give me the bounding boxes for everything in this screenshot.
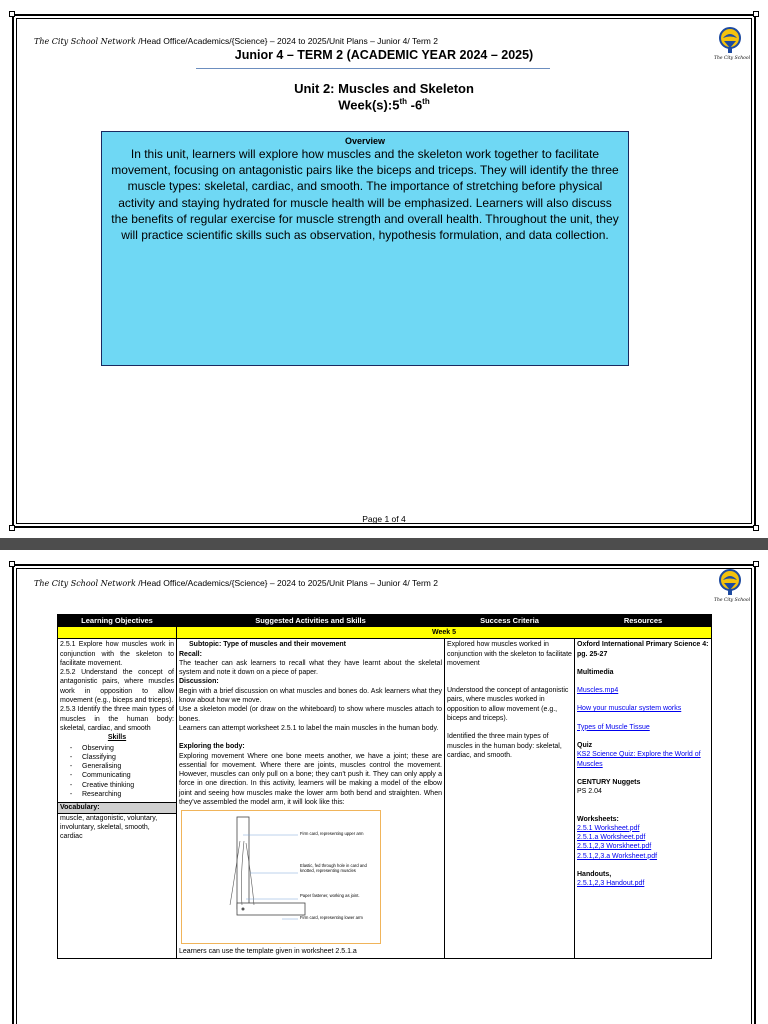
skills-heading: Skills [107, 734, 127, 742]
criteria-item: Identified the three main types of muscles in the human body: skeletal, cardiac, and smooth. [447, 733, 562, 759]
activities-cell [177, 639, 445, 958]
list-item: - Researching [69, 791, 122, 799]
list-item: - Communicating [69, 772, 131, 780]
objectives-cell [58, 639, 177, 958]
objective-item: 2.5.1 Explore how muscles work in conjunction with the skeleton to facilitate movement. [60, 641, 174, 667]
exploring-text: Exploring movement Where one bone meets another, we have a joint; these are essential for movement. Where there are joints, muscles control the movement. However, muscles can only pull on a bone; they can't push it. They can only apply a force in one direction. In this activity, learners will be making a model of the elbow joint and seeing how muscles make the lower arm both bend and straighten. When they've assembled the model arm, it will look like this: [179, 752, 442, 807]
discussion-text: Learners can attempt worksheet 2.5.1 to label the main muscles in the human body. [179, 724, 439, 732]
vocabulary-heading: Vocabulary: [58, 802, 176, 813]
page-header-path [34, 578, 438, 588]
column-header: Learning Objectives [58, 615, 177, 627]
worksheet-link[interactable]: 2.5.1 Worksheet.pdf [577, 824, 640, 832]
worksheet-link[interactable]: 2.5.1.a Worksheet.pdf [577, 834, 646, 842]
skills-list [60, 744, 174, 800]
unit-title: Unit 2: Muscles and Skeleton [294, 81, 474, 96]
overview-heading: Overview [344, 136, 386, 146]
diagram-label: Elastic, fed through hole in card and knotted, representing muscles [300, 863, 367, 874]
border-corner [9, 11, 15, 17]
multimedia-heading: Multimedia [577, 668, 614, 676]
century-heading: CENTURY Nuggets [577, 778, 641, 786]
border-corner [753, 561, 759, 567]
border-corner [9, 525, 15, 531]
column-header: Suggested Activities and Skills [177, 615, 445, 627]
list-item: - Creative thinking [69, 781, 135, 789]
quiz-link[interactable]: KS2 Science Quiz: Explore the World of Muscles [577, 751, 701, 768]
unit-plan-table [57, 614, 712, 959]
criteria-cell [445, 639, 575, 958]
resources-cell [575, 639, 712, 958]
week-label: Week 5 [177, 627, 712, 639]
table-row [58, 639, 712, 958]
document-page-2 [0, 550, 768, 1024]
quiz-heading: Quiz [577, 742, 593, 750]
school-name: The City School Network [34, 37, 136, 46]
table-header-row [58, 615, 712, 627]
diagram-label: Paper fastener, working as joint. [300, 893, 360, 899]
overview-box [101, 131, 629, 366]
worksheets-heading: Worksheets: [577, 815, 619, 823]
list-item: - Observing [69, 744, 114, 752]
header-path: /Head Office/Academics/{Science} – 2024 to 2025/Unit Plans – Junior 4/ Term 2 [135, 36, 438, 46]
worksheet-link[interactable]: 2.5.1,2,3 Worskheet.pdf [577, 843, 652, 851]
discussion-text: Begin with a brief discussion on what muscles and bones do. Ask learners what they know about how we move. [179, 687, 442, 705]
list-item: - Generalising [69, 763, 122, 771]
discussion-heading: Discussion: [179, 678, 219, 686]
diagram-label: Firm card, representing upper arm [300, 831, 364, 837]
criteria-item: Explored how muscles worked in conjunction with the skeleton to facilitate movement [447, 641, 572, 667]
list-item: - Classifying [69, 753, 116, 761]
school-logo [714, 568, 751, 603]
handouts-heading: Handouts, [577, 871, 612, 879]
logo-caption: The City School [714, 598, 751, 603]
logo-caption: The City School [714, 56, 751, 61]
multimedia-link[interactable]: Muscles.mp4 [577, 687, 619, 695]
handout-link[interactable]: 2.5.1,2,3 Handout.pdf [577, 880, 645, 888]
diagram-label: Firm card, representing lower arm [300, 915, 363, 921]
century-nugget: PS 2.04 [577, 788, 602, 796]
objective-item: 2.5.3 Identify the three main types of muscles in the human body: skeletal, cardiac, and smooth [60, 706, 174, 732]
discussion-text: Use a skeleton model (or draw on the whiteboard) to show where muscles attach to bones. [179, 706, 442, 723]
vocabulary-text: muscle, antagonistic, voluntary, involuntary, skeletal, smooth, cardiac [60, 814, 158, 841]
column-header: Success Criteria [445, 615, 575, 627]
page-number: Page 1 of 4 [362, 514, 406, 524]
border-corner [9, 561, 15, 567]
template-note: Learners can use the template given in worksheet 2.5.1.a [179, 948, 357, 956]
page-header-path [34, 36, 438, 46]
crest-icon [718, 568, 742, 598]
week-row [58, 627, 712, 639]
title-underline [196, 68, 550, 69]
border-corner [753, 11, 759, 17]
exploring-heading: Exploring the body: [179, 743, 245, 751]
header-path: /Head Office/Academics/{Science} – 2024 to 2025/Unit Plans – Junior 4/ Term 2 [135, 578, 438, 588]
page-title: Junior 4 – TERM 2 (ACADEMIC YEAR 2024 – 2025) [234, 48, 534, 62]
column-header: Resources [575, 615, 712, 627]
multimedia-link[interactable]: Types of Muscle Tissue [577, 723, 650, 731]
objective-item: 2.5.2 Understand the concept of antagonistic pairs, where muscles work in opposition to allow movement (e.g., biceps and triceps). [60, 669, 174, 705]
multimedia-link[interactable]: How your muscular system works [577, 705, 682, 713]
subtopic-title: Subtopic: Type of muscles and their movement [189, 641, 347, 649]
recall-text: The teacher can ask learners to recall what they have learnt about the skeletal system and note it down on a piece of paper. [179, 659, 442, 677]
border-corner [753, 525, 759, 531]
elbow-model-diagram [181, 810, 381, 944]
overview-text: In this unit, learners will explore how muscles and the skeleton work together to facilitate movement, focusing on antagonistic pairs like the biceps and triceps. They will identify the three muscle types: skeletal, cardiac, and smooth. The importance of stretching before physical activity and staying hydrated for muscle health will be emphasized. Learners will also discuss the benefits of regular exercise for muscle strength and overall health. Throughout the unit, they will practice scientific skills such as observation, hypothesis formulation, and data collection. [111, 147, 619, 243]
criteria-item: Understood the concept of antagonistic pairs, where muscles worked in opposition to allow movement (e.g., biceps and triceps). [447, 687, 569, 723]
textbook-reference: Oxford International Primary Science 4: pg. 25-27 [577, 641, 709, 658]
worksheet-link[interactable]: 2.5.1,2,3.a Worksheet.pdf [577, 852, 658, 860]
recall-heading: Recall: [179, 650, 202, 658]
school-name: The City School Network [34, 579, 136, 588]
week-range: Week(s):5th -6th [338, 97, 430, 113]
